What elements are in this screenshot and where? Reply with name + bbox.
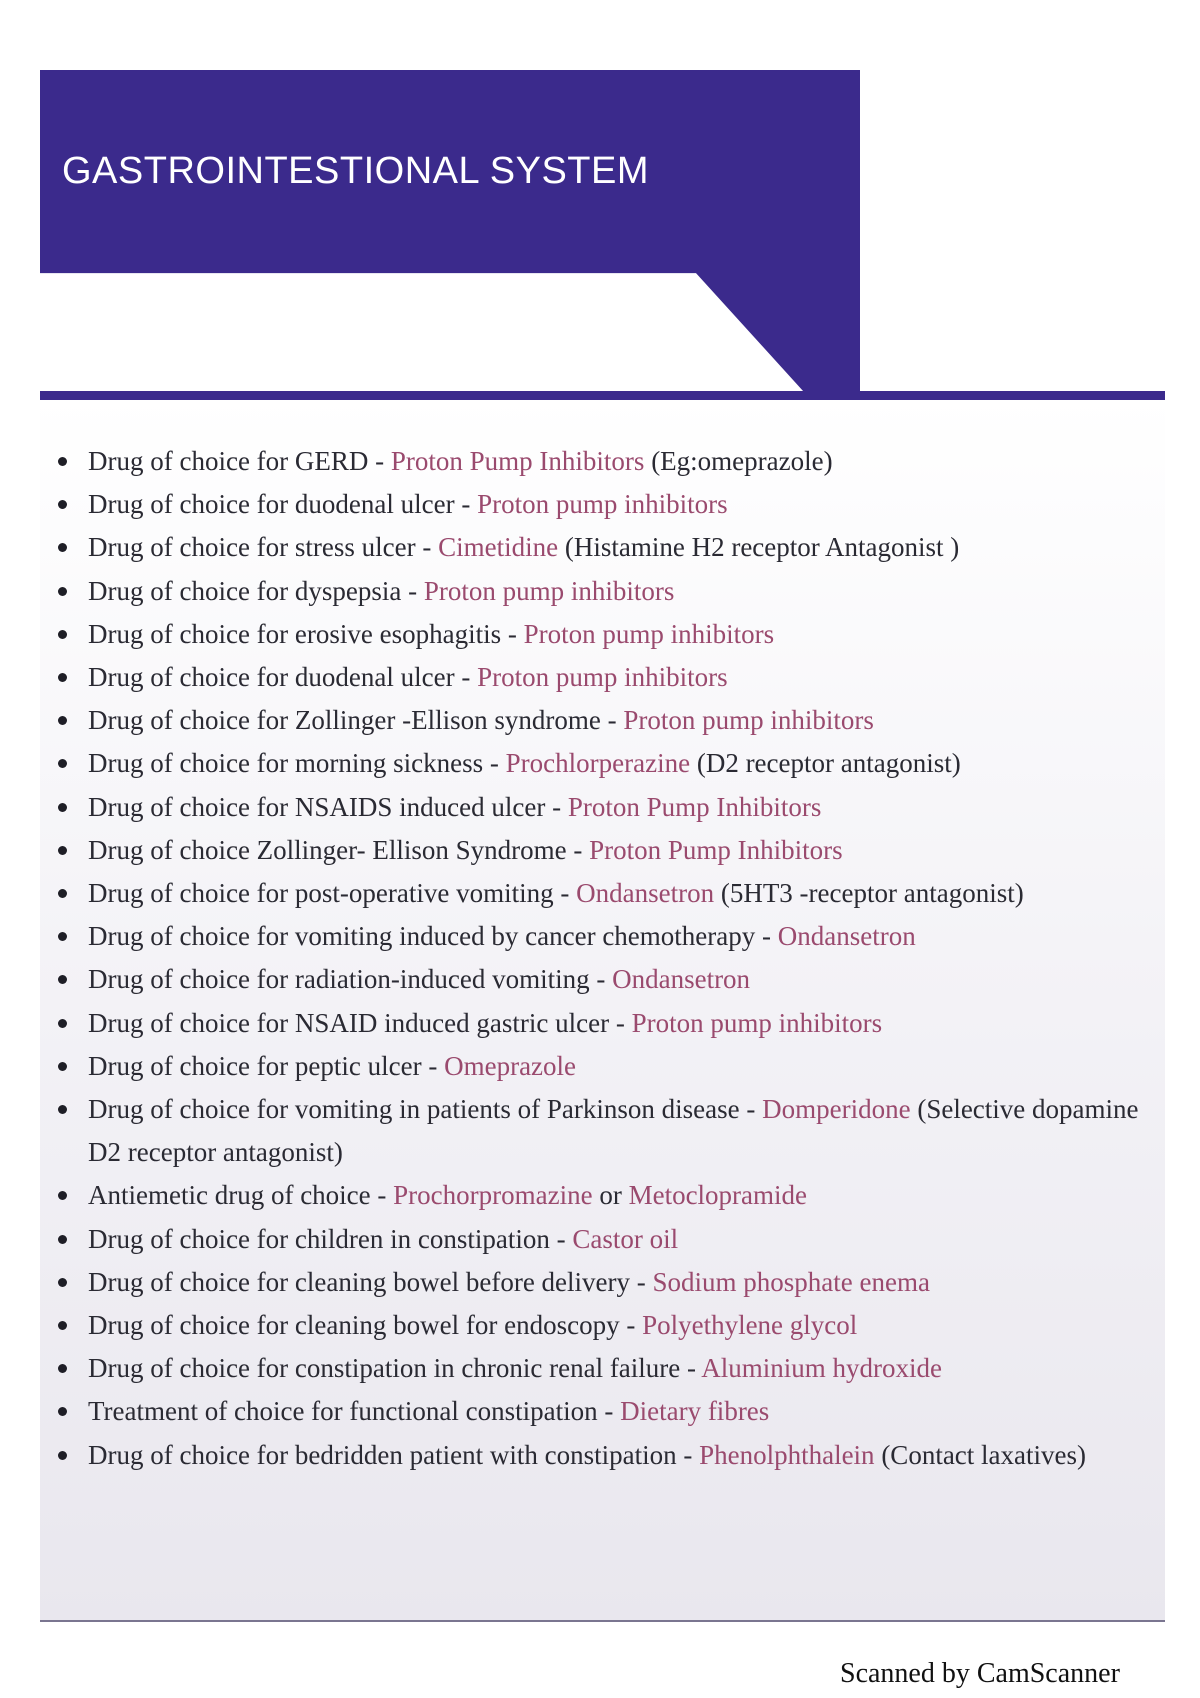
bullet-icon xyxy=(58,543,67,552)
bullet-icon xyxy=(58,803,67,812)
bullet-icon xyxy=(58,1105,67,1114)
list-item xyxy=(52,958,1162,1001)
drug-answer: Proton Pump Inhibitors xyxy=(567,791,822,822)
bullet-icon xyxy=(58,1191,67,1200)
footer-divider xyxy=(40,1620,1165,1622)
list-item xyxy=(52,483,1162,526)
bullet-icon xyxy=(58,975,67,984)
bullet-icon xyxy=(58,673,67,682)
drug-answer: Domperidone xyxy=(762,1094,911,1125)
list-item xyxy=(52,1174,1162,1217)
list-item xyxy=(52,1088,1162,1174)
condition-text: Drug of choice for morning sickness - xyxy=(88,748,506,779)
bullet-icon xyxy=(58,500,67,509)
condition-text: Drug of choice for dyspepsia - xyxy=(88,575,424,606)
list-item xyxy=(52,440,1162,483)
bullet-icon xyxy=(58,1321,67,1330)
drug-note: (Selective dopamine D2 receptor antagonist) xyxy=(88,1094,1139,1168)
bullet-icon xyxy=(58,1364,67,1373)
list-item xyxy=(52,526,1162,569)
condition-text: Drug of choice for erosive esophagitis - xyxy=(88,618,524,649)
drug-answer: Proton Pump Inhibitors xyxy=(589,834,843,865)
list-item xyxy=(52,786,1162,829)
bullet-icon xyxy=(58,759,67,768)
drug-of-choice-list xyxy=(52,440,1162,1477)
drug-answer: Ondansetron xyxy=(612,964,751,995)
condition-text: Drug of choice for vomiting in patients of Parkinson disease - xyxy=(88,1094,763,1125)
drug-note: (D2 receptor antagonist) xyxy=(690,748,961,779)
drug-answer: Proton Pump Inhibitors xyxy=(390,446,645,476)
drug-note: (5HT3 -receptor antagonist) xyxy=(714,878,1024,909)
condition-text: Drug of choice for vomiting induced by cancer chemotherapy - xyxy=(88,921,778,952)
list-item xyxy=(52,656,1162,699)
list-item xyxy=(52,1304,1162,1347)
list-item xyxy=(52,829,1162,872)
list-item xyxy=(52,1434,1162,1477)
condition-text: Drug of choice Zollinger- Ellison Syndrome - xyxy=(88,834,590,865)
list-item xyxy=(52,742,1162,785)
drug-answer: Ondansetron xyxy=(777,921,916,952)
condition-text: Drug of choice for cleaning bowel for endoscopy - xyxy=(88,1310,643,1341)
bullet-icon xyxy=(58,716,67,725)
bullet-icon xyxy=(58,1062,67,1071)
condition-text: Drug of choice for duodenal ulcer - xyxy=(88,489,478,520)
drug-answer: Proton pump inhibitors xyxy=(523,618,775,649)
drug-answer: Sodium phosphate enema xyxy=(652,1266,930,1297)
drug-note: (Contact laxatives) xyxy=(874,1439,1086,1470)
list-item xyxy=(52,1347,1162,1390)
drug-answer: Prochorpromazine xyxy=(393,1180,593,1211)
list-item xyxy=(52,1045,1162,1088)
drug-answer: Proton pump inhibitors xyxy=(623,705,874,736)
bullet-icon xyxy=(58,889,67,898)
condition-text: Antiemetic drug of choice - xyxy=(88,1180,394,1211)
bullet-icon xyxy=(58,587,67,596)
drug-answer: Omeprazole xyxy=(444,1050,577,1081)
condition-text: Drug of choice for GERD - xyxy=(88,446,391,476)
header-divider xyxy=(40,391,1165,400)
bullet-icon xyxy=(58,630,67,639)
drug-answer: Proton pump inhibitors xyxy=(477,662,728,693)
bullet-icon xyxy=(58,1451,67,1460)
drug-answer: Phenolphthalein xyxy=(699,1439,875,1470)
list-item xyxy=(52,872,1162,915)
condition-text: Drug of choice for constipation in chronic renal failure - xyxy=(88,1353,702,1384)
drug-answer: Aluminium hydroxide xyxy=(701,1353,943,1384)
list-item xyxy=(52,1390,1162,1433)
drug-answer: Proton pump inhibitors xyxy=(631,1007,883,1038)
drug-note: (Histamine H2 receptor Antagonist ) xyxy=(558,532,960,563)
bullet-icon xyxy=(58,846,67,855)
scanner-watermark: Scanned by CamScanner xyxy=(840,1658,1120,1689)
condition-text: Drug of choice for radiation-induced vomiting - xyxy=(88,964,613,995)
bullet-icon xyxy=(58,1235,67,1244)
list-item xyxy=(52,570,1162,613)
drug-note: or xyxy=(592,1180,629,1211)
condition-text: Drug of choice for post-operative vomiting - xyxy=(88,878,577,909)
drug-answer: Dietary fibres xyxy=(620,1396,770,1427)
list-item xyxy=(52,915,1162,958)
list-item xyxy=(52,613,1162,656)
bullet-icon xyxy=(58,1407,67,1416)
drug-answer: Polyethylene glycol xyxy=(642,1310,858,1341)
condition-text: Drug of choice for duodenal ulcer - xyxy=(88,662,478,693)
page-title: GASTROINTESTIONAL SYSTEM xyxy=(62,150,650,192)
condition-text: Drug of choice for cleaning bowel before delivery - xyxy=(88,1266,653,1297)
drug-answer: Proton pump inhibitors xyxy=(423,575,675,606)
drug-answer-alt: Metoclopramide xyxy=(628,1180,808,1211)
condition-text: Drug of choice for NSAIDS induced ulcer - xyxy=(88,791,568,822)
bullet-icon xyxy=(58,932,67,941)
condition-text: Drug of choice for children in constipation - xyxy=(88,1223,573,1254)
list-item xyxy=(52,1002,1162,1045)
bullet-icon xyxy=(58,1019,67,1028)
list-item xyxy=(52,1261,1162,1304)
drug-note: (Eg:omeprazole) xyxy=(644,446,833,476)
condition-text: Drug of choice for bedridden patient with constipation - xyxy=(88,1439,700,1470)
drug-answer: Castor oil xyxy=(572,1223,679,1254)
title-banner xyxy=(40,70,860,395)
condition-text: Drug of choice for NSAID induced gastric ulcer - xyxy=(88,1007,632,1038)
condition-text: Treatment of choice for functional constipation - xyxy=(88,1396,621,1427)
bullet-icon xyxy=(58,1278,67,1287)
drug-answer: Prochlorperazine xyxy=(505,748,691,779)
list-item xyxy=(52,699,1162,742)
drug-answer: Cimetidine xyxy=(438,532,559,563)
drug-answer: Proton pump inhibitors xyxy=(477,489,728,520)
condition-text: Drug of choice for stress ulcer - xyxy=(88,532,439,563)
list-item xyxy=(52,1218,1162,1261)
bullet-icon xyxy=(58,457,67,466)
drug-answer: Ondansetron xyxy=(576,878,715,909)
condition-text: Drug of choice for peptic ulcer - xyxy=(88,1050,445,1081)
condition-text: Drug of choice for Zollinger -Ellison syndrome - xyxy=(88,705,624,736)
